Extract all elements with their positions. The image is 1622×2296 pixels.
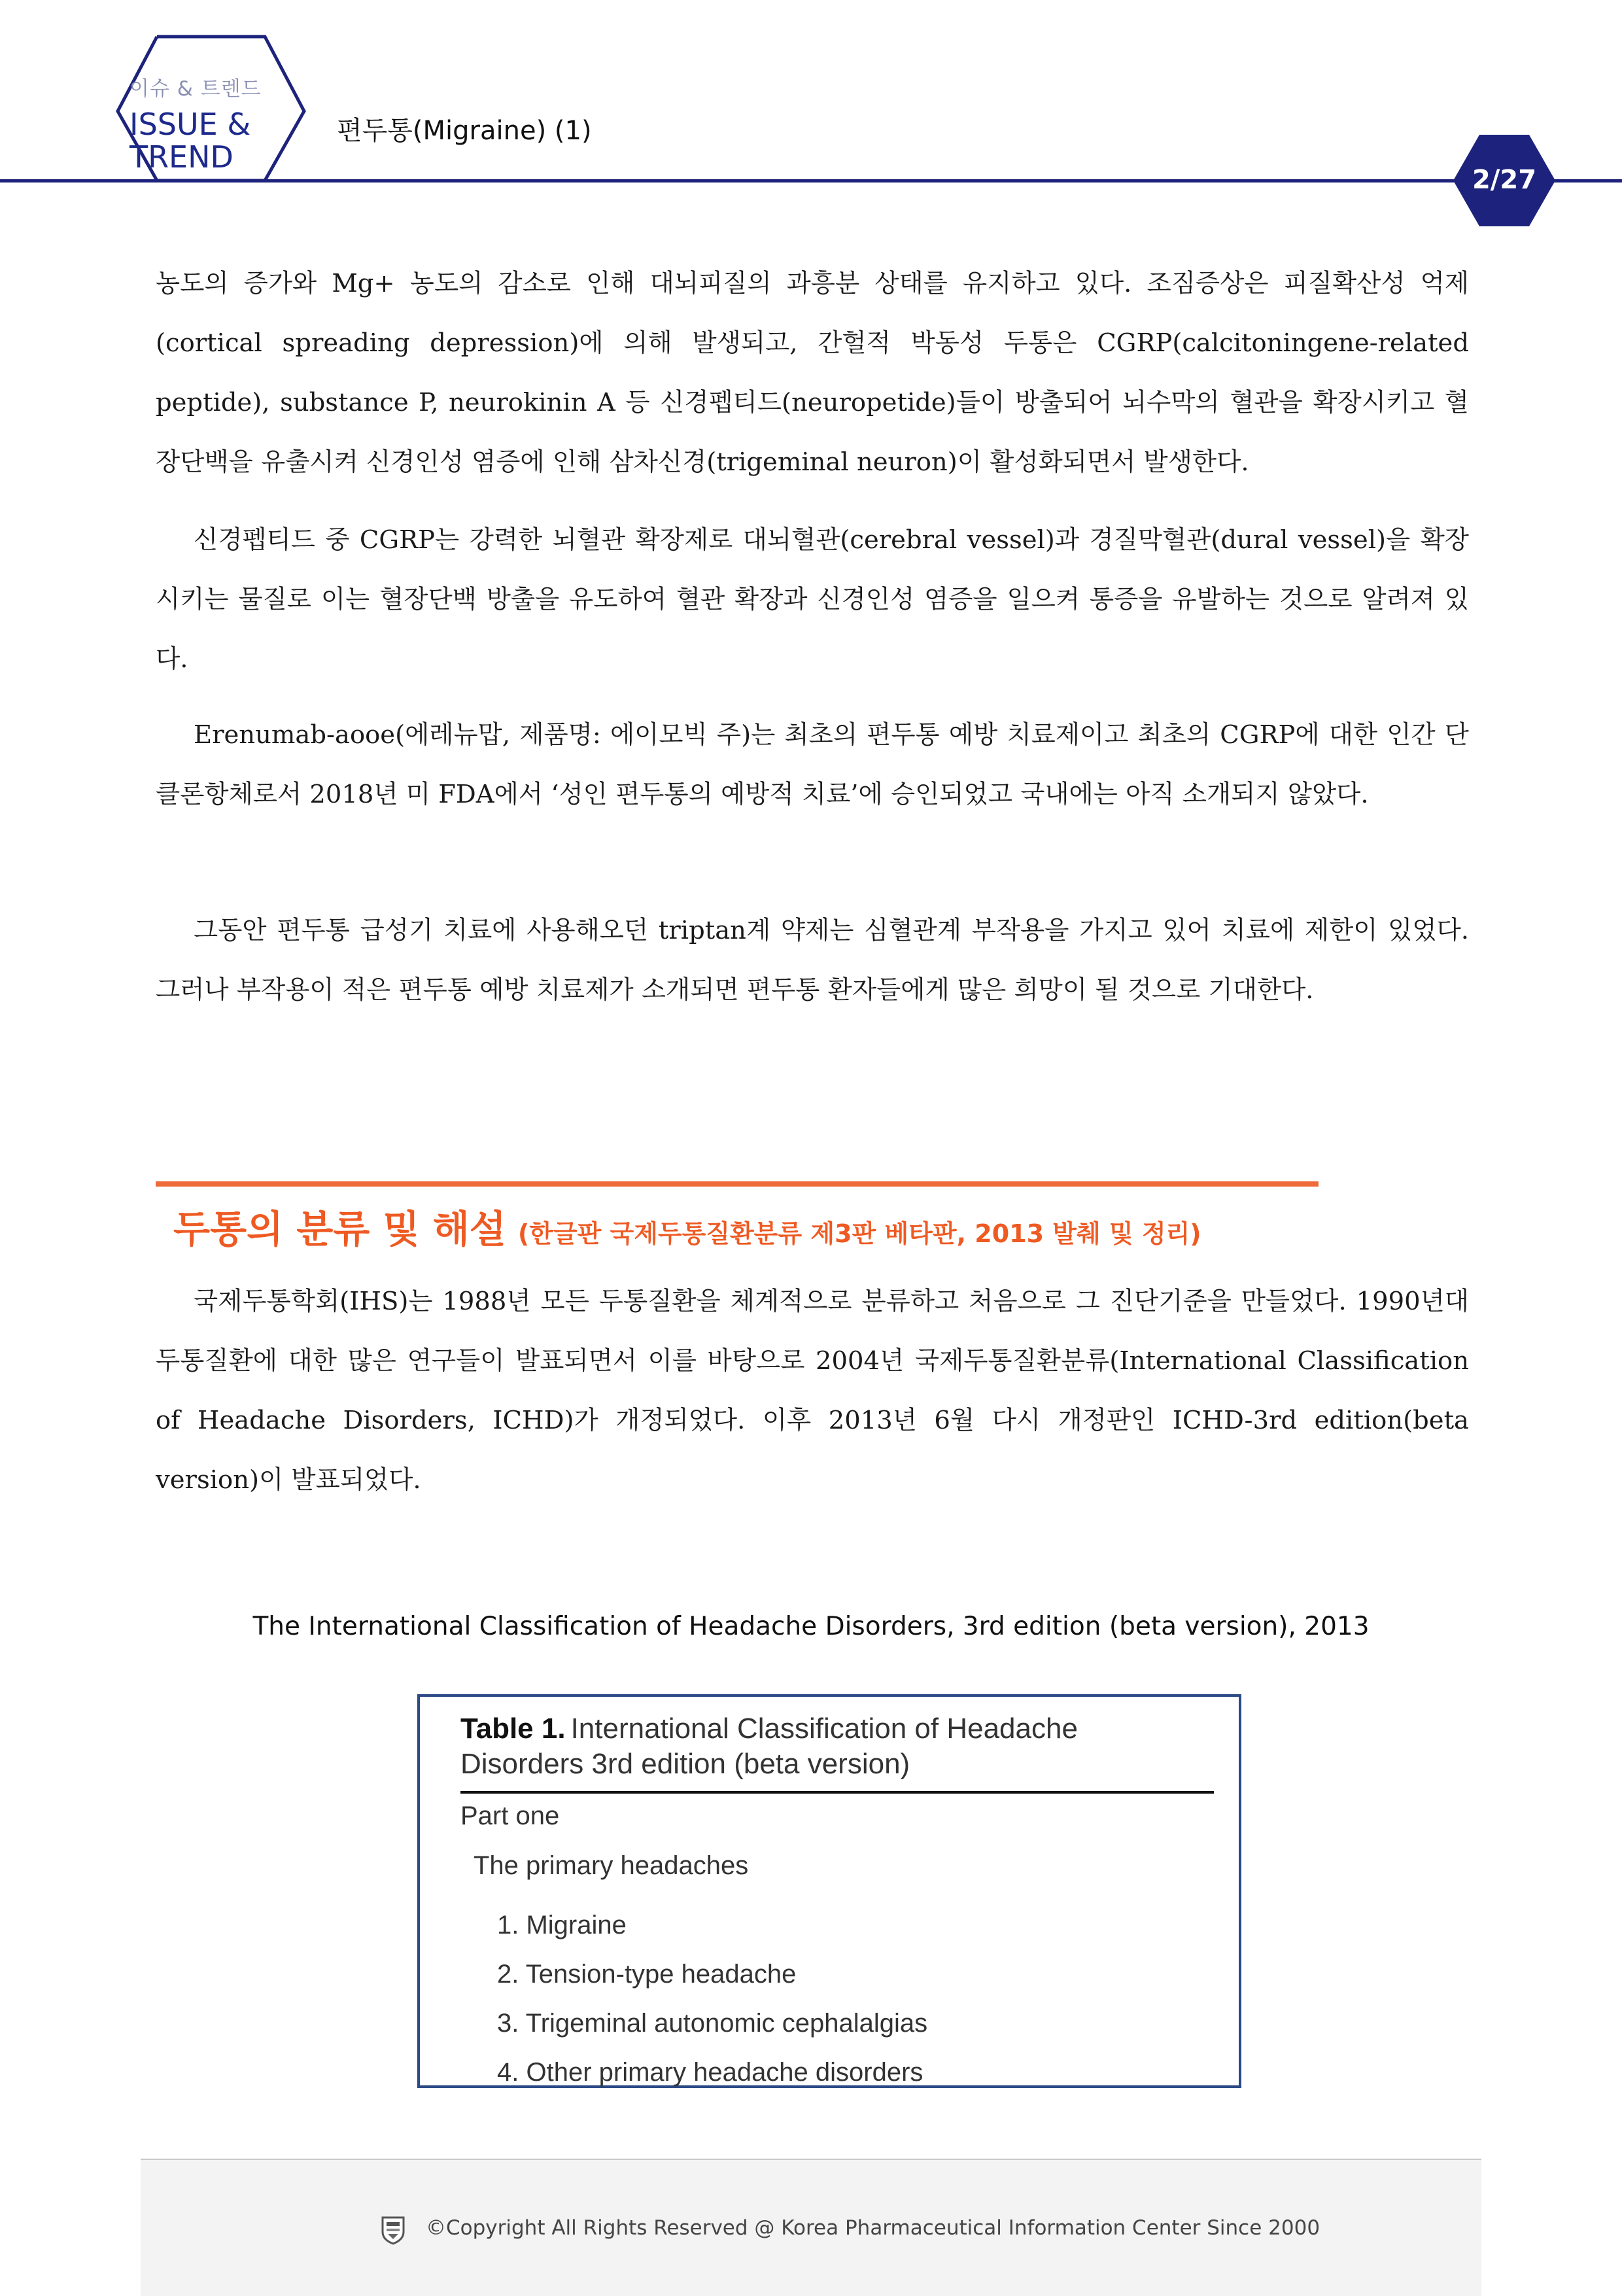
- body-paragraph-3: Erenumab-aooe(에레뉴맙, 제품명: 에이모빅 주)는 최초의 편두통 예방 치료제이고 최초의 CGRP에 대한 인간 단클론항체로서 2018년 미 FDA에서 ‘성인 편두통의 예방적 치료’에 승인되었고 국내에는 아직 소개되지 않았다.: [156, 720, 1469, 809]
- table-item: 3. Trigeminal autonomic cephalalgias: [497, 2009, 928, 2038]
- table-item: 4. Other primary headache disorders: [497, 2058, 923, 2087]
- table-part: Part one: [460, 1801, 560, 1830]
- table-title-rule: [460, 1791, 1214, 1794]
- badge-line-trend: TREND: [129, 139, 233, 175]
- table-item: 2. Tension-type headache: [497, 1960, 797, 1989]
- classification-table: [417, 1694, 1241, 2088]
- table-group: The primary headaches: [474, 1851, 749, 1880]
- kpic-emblem-icon: [380, 2215, 406, 2245]
- section-paragraph: 국제두통학회(IHS)는 1988년 모든 두통질환을 체계적으로 분류하고 처음으로 그 진단기준을 만들었다. 1990년대 두통질환에 대한 많은 연구들이 발표되면서 이를 바탕으로 2004년 국제두통질환분류(International Classification of Headache Disorders, ICHD)가 개정되었다. 이후 2013년 6월 다시 개정판인 ICHD-3rd edition(beta version)이 발표되었다.: [156, 1287, 1469, 1495]
- body-paragraph-1: 농도의 증가와 Mg+ 농도의 감소로 인해 대뇌피질의 과흥분 상태를 유지하고 있다. 조짐증상은 피질확산성 억제(cortical spreading depression)에 의해 발생되고, 간헐적 박동성 두통은 CGRP(calcitoningene-related peptide), substance P, neurokinin A 등 신경펩티드(neuropetide)들이 방출되어 뇌수막의 혈관을 확장시키고 혈장단백을 유출시켜 신경인성 염증에 인해 삼차신경(trigeminal neuron)이 활성화되면서 발생한다.: [156, 269, 1469, 477]
- badge-line-issue: ISSUE &: [129, 107, 251, 142]
- section-heading-sub: (한글판 국제두통질환분류 제3판 베타판, 2013 발췌 및 정리): [517, 1219, 1201, 1248]
- table-label: Table 1.: [460, 1713, 566, 1745]
- section-heading: [173, 1198, 1201, 1253]
- section-heading-main: 두통의 분류 및 해설: [173, 1207, 506, 1251]
- footer: [141, 2159, 1481, 2296]
- footer-copyright: ©Copyright All Rights Reserved @ Korea Pharmaceutical Information Center Since 2000: [426, 2216, 1320, 2240]
- table-item: 1. Migraine: [497, 1911, 627, 1939]
- figure-caption: The International Classification of Headache Disorders, 3rd edition (beta version), 2013: [252, 1612, 1370, 1641]
- page-indicator: [1453, 135, 1555, 226]
- issue-trend-badge: [78, 33, 314, 184]
- table-title: [460, 1711, 1206, 1782]
- page-title: 편두통(Migraine) (1): [337, 116, 592, 146]
- body-paragraph-4: 그동안 편두통 급성기 치료에 사용해오던 triptan계 약제는 심혈관계 부작용을 가지고 있어 치료에 제한이 있었다. 그러나 부작용이 적은 편두통 예방 치료제가 소개되면 편두통 환자들에게 많은 희망이 될 것으로 기대한다.: [156, 916, 1469, 1005]
- body-paragraph-2: 신경펩티드 중 CGRP는 강력한 뇌혈관 확장제로 대뇌혈관(cerebral vessel)과 경질막혈관(dural vessel)을 확장시키는 물질로 이는 혈장단백 방출을 유도하여 혈관 확장과 신경인성 염증을 일으켜 통증을 유발하는 것으로 알려져 있다.: [156, 525, 1469, 674]
- section-divider: [156, 1181, 1319, 1187]
- page-number: 2/27: [1472, 165, 1537, 195]
- header-divider: [0, 179, 1622, 183]
- table-title-text: International Classification of Headache Disorders 3rd edition (beta version): [460, 1713, 1078, 1780]
- table-item-list: [497, 1901, 927, 2097]
- badge-kicker: 이슈 & 트렌드: [129, 77, 262, 101]
